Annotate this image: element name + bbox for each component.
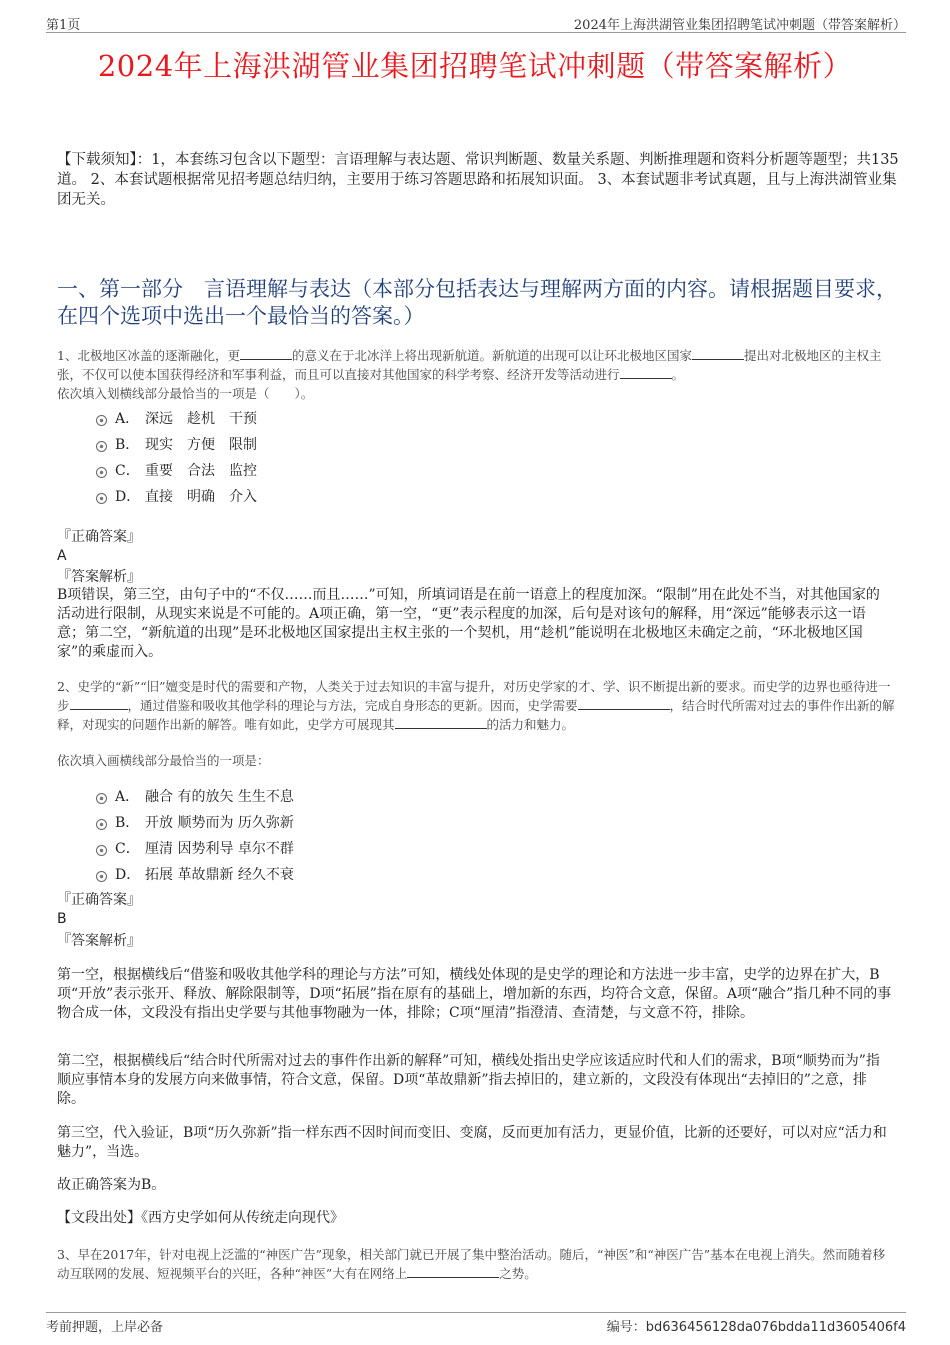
radio-icon[interactable] (96, 845, 107, 856)
blank (240, 347, 292, 360)
analysis-paragraph-1: 第一空，根据横线后“借鉴和吸收其他学科的理论与方法”可知，横线处体现的是史学的理论和方法进一步丰富，史学的边界在扩大，B项“开放”表示张开、释放、解除限制等，D项“拓展”指在原有的基础上，增加新的东西，均符合文意，保留。A项“融合”指几种不同的事物合成一体，文段没有指出史学要与其他事物融为一体，排除；C项“厘清”指澄清、查清楚，与文意不符，排除。 (57, 967, 892, 1021)
analysis-label: 『答案解析』 (57, 569, 141, 585)
question-1-stem: 1、北极地区冰盖的逐渐融化，更 的意义在于北冰洋上将出现新航道。新航道的出现可以让环北极地区国家 提出对北极地区的主权主张，不仅可以使本国获得经济和军事利益，而且可以直接对其他国家的科学考察、经济开发等活动进行 。 依次填入划横线部分最恰当的一项是（ ）。 (57, 348, 882, 401)
question-1-prompt: 依次填入划横线部分最恰当的一项是（ ）。 (57, 386, 314, 401)
question-3-stem: 3、早在2017年，针对电视上泛滥的“神医广告”现象，相关部门就已开展了集中整治活动。随后，“神医”和“神医广告”基本在电视上消失。然而随着移动互联网的发展、短视频平台的兴旺，各种“神医”大有在网络上 之势。 (57, 1247, 886, 1281)
blank (407, 1265, 499, 1278)
blank (395, 716, 487, 729)
radio-icon[interactable] (96, 415, 107, 426)
answer-label: 『正确答案』 (57, 892, 141, 908)
document-code: 编号：bd636456128da076bdda11d3605406f4 (606, 1320, 906, 1335)
option-a[interactable]: A． 融合 有的放矢 生生不息 (96, 783, 294, 809)
question-1-options (96, 405, 257, 509)
correct-answer: B (57, 911, 67, 927)
page-number: 第1页 (46, 18, 81, 33)
option-b[interactable]: B． 开放 顺势而为 历久弥新 (96, 809, 294, 835)
option-a[interactable]: A． 深远 趁机 干预 (96, 405, 257, 431)
analysis-paragraph-2: 第二空，根据横线后“结合时代所需对过去的事件作出新的解释”可知，横线处指出史学应该适应时代和人们的需求，B项“顺势而为”指顺应事情本身的发展方向来做事情，符合文意，保留。D项“革故鼎新”指去掉旧的，建立新的，文段没有体现出“去掉旧的”之意，排除。 (57, 1053, 880, 1107)
radio-icon[interactable] (96, 493, 107, 504)
document-title: 2024年上海洪湖管业集团招聘笔试冲刺题（带答案解析） (97, 49, 853, 83)
analysis-paragraph-3: 第三空，代入验证，B项“历久弥新”指一样东西不因时间而变旧、变腐，反而更加有活力，更显价值，比新的还要好，可以对应“活力和魅力”，当选。 (57, 1125, 887, 1160)
option-d[interactable]: D． 拓展 革故鼎新 经久不衰 (96, 861, 294, 887)
option-c[interactable]: C． 重要 合法 监控 (96, 457, 257, 483)
radio-icon[interactable] (96, 793, 107, 804)
analysis-label: 『答案解析』 (57, 933, 141, 949)
blank (692, 347, 744, 360)
option-c[interactable]: C． 厘清 因势利导 卓尔不群 (96, 835, 294, 861)
option-b[interactable]: B． 现实 方便 限制 (96, 431, 257, 457)
footer-slogan: 考前押题，上岸必备 (46, 1320, 164, 1335)
section-heading: 一、第一部分 言语理解与表达（本部分包括表达与理解两方面的内容。请根据题目要求，在四个选项中选出一个最恰当的答案。） (57, 277, 897, 328)
option-d[interactable]: D． 直接 明确 介入 (96, 483, 257, 509)
question-2-stem: 2、史学的“新”“旧”嬗变是时代的需要和产物，人类关于过去知识的丰富与提升，对历史学家的才、学、识不断提出新的要求。而史学的边界也亟待进一步 ，通过借鉴和吸收其他学科的理论与方法，完成自身形态的更新。因而，史学需要 ，结合时代所需对过去的事件作出新的解释，对现实的问题作出新的解答。唯有如此，史学方可展现其 的活力和魅力。 (57, 679, 895, 732)
question-2-prompt: 依次填入画横线部分最恰当的一项是： (57, 753, 270, 768)
analysis-text: B项错误，第三空，由句子中的“不仅……而且……”可知，所填词语是在前一语意上的程度加深。“限制”用在此处不当，对其他国家的活动进行限制，从现实来说是不可能的。A项正确，第一空，“更”表示程度的加深，后句是对该句的解释，用“深远”能够表示这一语意；第二空，“新航道的出现”是环北极地区国家提出主权主张的一个契机，用“趁机”能说明在北极地区未确定之前，“环北极地区国家”的乘虚而入。 (57, 587, 880, 660)
radio-icon[interactable] (96, 467, 107, 478)
radio-icon[interactable] (96, 871, 107, 882)
header-doc-title: 2024年上海洪湖管业集团招聘笔试冲刺题（带答案解析） (573, 18, 906, 33)
answer-label: 『正确答案』 (57, 529, 141, 545)
correct-answer: A (57, 548, 67, 564)
download-notice: 【下载须知】：1，本套练习包含以下题型：言语理解与表达题、常识判断题、数量关系题、判断推理题和资料分析题等题型；共135道。 2、本套试题根据常见招考题总结归纳，主要用于练习答题思路和拓展知识面。 3、本套试题非考试真题，且与上海洪湖管业集团无关。 (57, 152, 899, 208)
blank (70, 697, 128, 710)
text-source: 【文段出处】《西方史学如何从传统走向现代》 (57, 1210, 344, 1226)
analysis-conclusion: 故正确答案为B。 (57, 1177, 166, 1193)
question-2-options (96, 783, 294, 887)
page-footer (46, 1312, 906, 1338)
blank (578, 697, 670, 710)
radio-icon[interactable] (96, 441, 107, 452)
page-header (46, 14, 906, 33)
blank (620, 366, 672, 379)
radio-icon[interactable] (96, 819, 107, 830)
